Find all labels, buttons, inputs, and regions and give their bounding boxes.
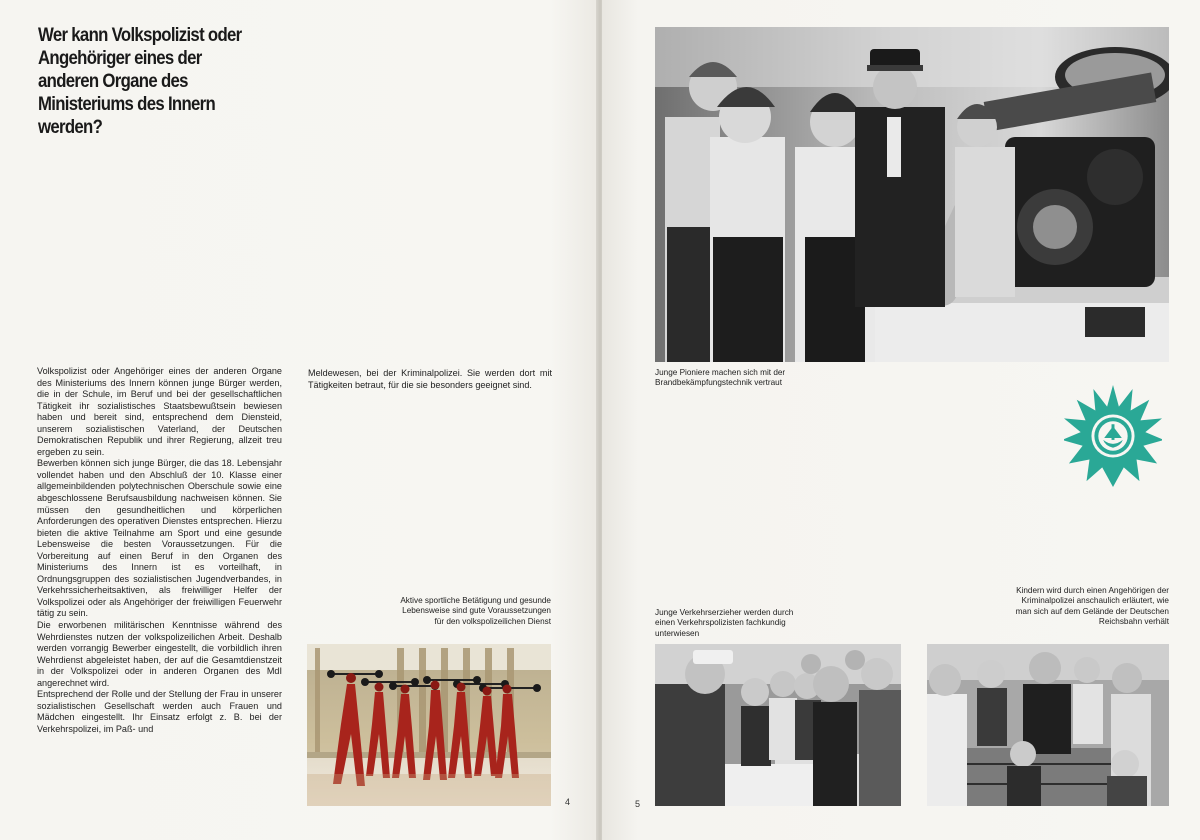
- railway-safety-photo: [927, 644, 1169, 806]
- page-number-left: 4: [565, 797, 571, 807]
- page-title: Wer kann Volkspolizist oder Angehöriger eines der anderen Organe des Ministeriums des Innern werden?: [38, 24, 242, 138]
- paragraph-5: Meldewesen, bei der Kriminalpolizei. Sie werden dort mit Tätigkeiten betraut, für die sie besonders geeignet sind.: [308, 368, 552, 390]
- paragraph-1: Volkspolizist oder Angehöriger eines der anderen Organe des Ministeriums des Innern können junge Bürger werden, die in der Schule, im Beruf und bei der gesellschaftlichen Tätigkeit ihr sozialistisches Staatsbewußtsein bewiesen haben und bereit sind, entsprechend dem Diensteid, unserem sozialistischen Vaterland, der Deutschen Demokratischen Republik und ihrer Regierung, allzeit treu ergeben zu sein.: [37, 366, 282, 457]
- left-page: [0, 0, 598, 840]
- sport-training-photo: [307, 644, 551, 806]
- fire-photo-caption: Junge Pioniere machen sich mit der Brandbekämpfungstechnik vertraut: [655, 368, 786, 388]
- body-column-1: [37, 366, 282, 736]
- traffic-photo-caption: Junge Verkehrserzieher werden durch einen Verkehrspolizisten fachkundig unterwiesen: [655, 608, 794, 638]
- traffic-instruction-photo: [655, 644, 901, 806]
- volkspolizei-star-emblem: [1064, 384, 1162, 488]
- right-page: [602, 0, 1200, 840]
- page-number-right: 5: [635, 799, 641, 809]
- paragraph-3: Die erworbenen militärischen Kenntnisse während des Wehrdienstes nutzen der volkspolizeilichen Arbeit. Deshalb werden vorrangig Bewerber eingestellt, die vorbildlich ihren Wehrdienst abgeleistet haben, der auf die Gesamtdienstzeit in der Volkspolizei oder in anderen Organen des MdI angerechnet wird.: [37, 620, 282, 688]
- fire-equipment-photo: [655, 27, 1169, 362]
- railway-photo-caption: Kindern wird durch einen Angehörigen der Kriminalpolizei anschaulich erläutert, wie man sich auf dem Gelände der Deutschen Reichsbahn verhält: [1015, 586, 1169, 626]
- body-column-2: [308, 368, 552, 391]
- sport-photo-caption: Aktive sportliche Betätigung und gesunde Lebensweise sind gute Voraussetzungen für den volkspolizeilichen Dienst: [400, 596, 551, 626]
- paragraph-4: Entsprechend der Rolle und der Stellung der Frau in unserer sozialistischen Gesellschaft werden auch Frauen und Mädchen eingestellt. Ihr Einsatz erfolgt z. B. bei der Verkehrspolizei, im Paß- und: [37, 689, 282, 734]
- paragraph-2: Bewerben können sich junge Bürger, die das 18. Lebensjahr vollendet haben und den Abschluß der 10. Klasse einer allgemeinbildenden polytechnischen Oberschule sowie eine abgeschlossene Berufsausbildung nachweisen können. Sie müssen den gesundheitlichen und körperlichen Anforderungen des operativen Dienstes entsprechen. Hierzu bieten die aktive Teilnahme am Sport und eine gesunde Lebensweise die besten Voraussetzungen. Für die Vorbereitung auf einen Beruf in den Organen des Ministeriums des Innern ist es vorteilhaft, in Ordnungsgruppen des sozialistischen Jugendverbandes, in Verkehrssicherheitsaktiven, als freiwilliger Helfer der Volkspolizei oder als Angehöriger der freiwilligen Feuerwehr tätig zu sein.: [37, 458, 282, 619]
